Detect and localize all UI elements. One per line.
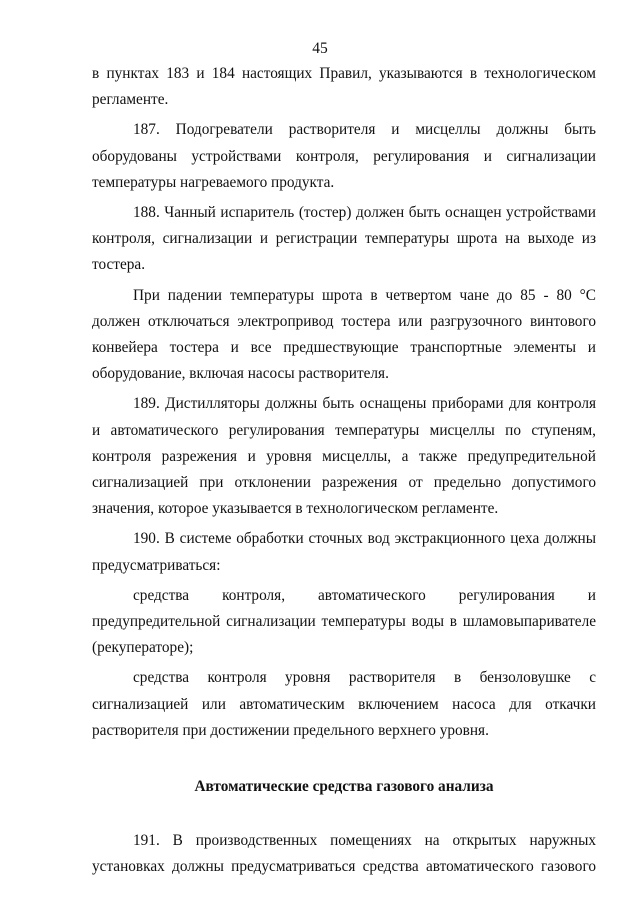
paragraph-187: 187. Подогреватели растворителя и мисцеллы должны быть оборудованы устройствами контроля, регулирования и сигнализации температуры нагреваемого продукта. [92, 121, 596, 191]
paragraph-190-item-2: средства контроля уровня растворителя в бензоловушке с сигнализацией или автоматическим включением насоса для откачки растворителя при достижении предельного верхнего уровня. [92, 669, 596, 739]
document-body [92, 61, 596, 881]
paragraph-191: 191. В производственных помещениях на открытых наружных установках должны предусматриваться средства автоматического газового [92, 832, 596, 876]
paragraph-188-shutdown: При падении температуры шрота в четвертом чане до 85 - 80 °С должен отключаться электропривод тостера или разгрузочного винтового конвейера тостера и все предшествующие транспортные элементы и оборудование, включая насосы растворителя. [92, 286, 596, 383]
section-heading: Автоматические средства газового анализа [194, 778, 494, 796]
paragraph-189: 189. Дистилляторы должны быть оснащены приборами для контроля и автоматического регулирования температуры мисцеллы по ступеням, контроля разрежения и уровня мисцеллы, а также предупредительной сигнализацией при отклонении разрежения от предельно допустимого значения, которое указывается в технологическом регламенте. [92, 395, 596, 518]
page-number: 45 [312, 40, 328, 57]
paragraph-190-item-1: средства контроля, автоматического регулирования и предупредительной сигнализации температуры воды в шламовыпаривателе (рекуператоре); [92, 586, 596, 657]
paragraph-190: 190. В системе обработки сточных вод экстракционного цеха должны предусматриваться: [92, 530, 596, 574]
paragraph-188: 188. Чанный испаритель (тостер) должен быть оснащен устройствами контроля, сигнализации и регистрации температуры шрота на выходе из тостера. [92, 204, 596, 274]
paragraph-continuation: в пунктах 183 и 184 настоящих Правил, указываются в технологическом регламенте. [92, 65, 596, 109]
